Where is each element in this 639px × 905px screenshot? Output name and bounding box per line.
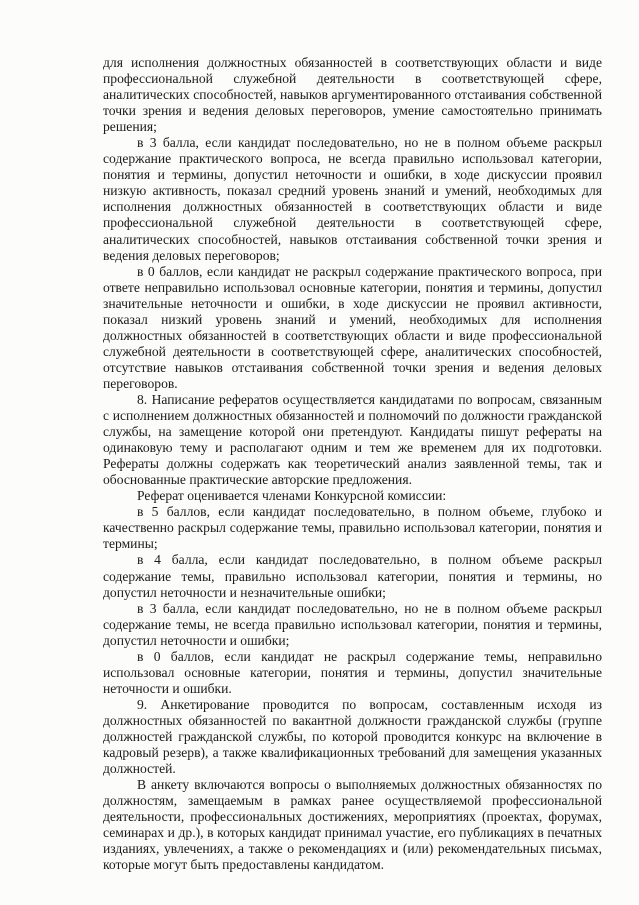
paragraph-4: 8. Написание рефератов осуществляется кандидатами по вопросам, связанным с исполнением должностных обязанностей и полномочий по должности гражданской службы, на замещение которой они претендуют. Кандидаты пишут рефераты на одинаковую тему и располагают одним и тем же временем для их подготовки. Рефераты должны содержать как теоретический анализ заявленной темы, так и обоснованные практические авторские предложения.	[103, 391, 602, 488]
paragraph-9: в 0 баллов, если кандидат не раскрыл содержание темы, неправильно использовал основные категории, понятия и термины, допустил значительные неточности и ошибки.	[103, 648, 602, 696]
paragraph-8: в 3 балла, если кандидат последовательно, но не в полном объеме раскрыл содержание темы, не всегда правильно использовал категории, понятия и термины, допустил неточности и ошибки;	[103, 600, 602, 648]
paragraph-2: в 3 балла, если кандидат последовательно, но не в полном объеме раскрыл содержание практического вопроса, не всегда правильно использовал категории, понятия и термины, допустил неточности и ошибки, в ходе дискуссии проявил низкую активность, показал средний уровень знаний и умений, необходимых для исполнения должностных обязанностей в соответствующих области и виде профессиональной служебной деятельности в соответствующей сфере, аналитических способностей, навыков отстаивания собственной точки зрения и ведения деловых переговоров;	[103, 135, 602, 263]
paragraph-10: 9. Анкетирование проводится по вопросам, составленным исходя из должностных обязанностей по вакантной должности гражданской службы (группе должностей гражданской службы, по которой проводится конкурс на включение в кадровый резерв), а также квалификационных требований для замещения указанных должностей.	[103, 696, 602, 777]
paragraph-6: в 5 баллов, если кандидат последовательно, в полном объеме, глубоко и качественно раскрыл содержание темы, правильно использовал категории, понятия и термины;	[103, 504, 602, 552]
paragraph-5: Реферат оценивается членами Конкурсной комиссии:	[137, 488, 447, 504]
paragraph-1: для исполнения должностных обязанностей в соответствующих области и виде профессиональной служебной деятельности в соответствующей сфере, аналитических способностей, навыков аргументированного отстаивания собственной точки зрения и ведения деловых переговоров, умение самостоятельно принимать решения;	[103, 55, 602, 135]
paragraph-7: в 4 балла, если кандидат последовательно, в полном объеме раскрыл содержание темы, правильно использовал категории, понятия и термины, но допустил неточности и незначительные ошибки;	[103, 552, 602, 600]
paragraph-3: в 0 баллов, если кандидат не раскрыл содержание практического вопроса, при ответе неправильно использовал основные категории, понятия и термины, допустил значительные неточности и ошибки, в ходе дискуссии не проявил активности, показал низкий уровень знаний и умений, необходимых для исполнения должностных обязанностей в соответствующих области и виде профессиональной служебной деятельности в соответствующей сфере, аналитических способностей, отсутствие навыков отстаивания собственной точки зрения и ведения деловых переговоров.	[103, 263, 602, 391]
paragraph-11: В анкету включаются вопросы о выполняемых должностных обязанностях по должностям, замещаемым в рамках ранее осуществляемой профессиональной деятельности, профессиональных достижениях, мероприятиях (проектах, форумах, семинарах и др.), в которых кандидат принимал участие, его публикациях в печатных изданиях, увлечениях, а также о рекомендациях и (или) рекомендательных письмах, которые могут быть предоставлены кандидатом.	[103, 777, 602, 873]
document-body	[103, 55, 602, 873]
